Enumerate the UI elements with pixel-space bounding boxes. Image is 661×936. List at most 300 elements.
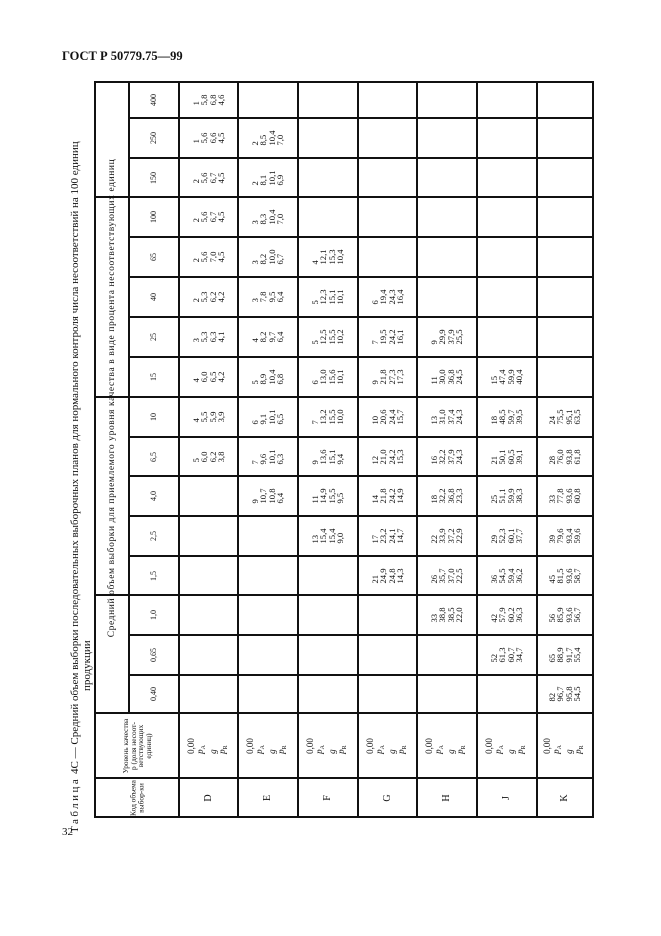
data-cell [238,437,299,477]
cell-value: 5 [190,457,201,462]
data-cell [298,675,359,714]
level-label-sub: R [222,744,229,749]
cell-value: 8,5 [258,134,269,146]
cell-value: 65 [547,653,558,663]
data-cell [238,317,299,358]
cell-text [192,252,226,263]
cell-value: 10,8 [267,488,277,504]
cell-value: 6,8 [275,373,286,385]
cell-value: 39,5 [514,409,525,425]
row-code: F [321,794,333,801]
cell-text [430,369,464,384]
level-label-main: 0,00 [245,737,255,754]
cell-value: 93,6 [564,567,574,584]
cell-text [122,716,152,776]
data-cell [537,595,594,636]
cell-value: 45 [547,574,558,584]
level-label-main: g [564,748,574,754]
cell-value: 29 [489,534,500,544]
cell-value: 24,9 [378,567,389,584]
cell-value: 35,7 [437,567,448,584]
cell-value: 10,2 [335,329,346,345]
data-cell [238,277,299,318]
cell-value: 15,5 [327,329,337,345]
cell-value: 37,2 [446,528,456,544]
aql-header [129,516,180,557]
data-cell [298,118,359,159]
cell-text [251,292,285,303]
row-code-cell [537,778,594,818]
cell-value: 13 [429,415,440,425]
cell-text [192,372,226,383]
cell-value: 21,8 [378,488,389,504]
cell-value: 7 [250,459,261,465]
cell-text [150,413,158,421]
aql-label: 4,0 [148,491,158,501]
cell-text [548,449,582,464]
cell-value: 9,1 [258,413,269,425]
aql-label: 1,0 [148,610,158,620]
data-cell [417,277,478,318]
cell-value: 7 [310,420,321,425]
caption-table-word: Таблица [69,776,81,833]
row-code: H [440,793,452,802]
cell-value: 10,4 [335,249,346,265]
cell-value: 7,0 [275,213,286,225]
cell-value: 21 [369,574,380,584]
row-code: G [381,793,393,802]
data-cell [417,237,478,278]
cell-value: 59,4 [506,567,516,584]
cell-value: 33 [429,613,440,623]
cell-text [150,172,158,184]
cell-value: 93,4 [564,528,574,544]
cell-value: 47,4 [497,369,508,385]
cell-text [490,647,524,662]
data-cell [477,516,538,557]
cell-text [150,648,158,662]
cell-text [261,794,273,801]
cell-value: 37,4 [446,409,456,425]
table-rule [94,81,594,83]
cell-value: 93,8 [564,448,574,465]
cell-value: 23,3 [454,488,465,504]
cell-value: 24,3 [386,289,397,305]
cell-value: 9 [250,499,261,504]
aql-header [129,82,180,119]
cell-text [490,409,524,424]
data-cell [537,237,594,278]
table-rule [357,81,359,818]
cell-value: 9 [429,340,440,345]
data-cell [417,158,478,198]
cell-text [371,568,405,583]
cell-value: 14,3 [394,567,405,584]
data-cell [238,476,299,517]
level-label [397,738,410,754]
cell-value: 15,4 [318,528,329,544]
cell-value: 5,3 [199,331,210,343]
data-cell [477,397,538,438]
cell-value: 3,9 [215,411,226,423]
cell-text [543,738,587,754]
level-label [196,738,209,754]
data-cell [238,516,299,557]
cell-value: 30,0 [437,369,448,385]
data-cell [179,595,239,636]
cell-value: 21,0 [378,448,389,465]
cell-value: 24,2 [386,448,397,465]
cell-value: 5 [250,380,261,385]
row-code: D [202,793,214,802]
level-label-main: 0,00 [364,737,375,754]
cell-text [383,794,391,801]
data-cell [179,82,239,119]
data-cell [298,437,359,477]
cell-value: 51,1 [497,488,508,504]
cell-value: 88,9 [555,647,566,663]
aql-header [129,437,180,477]
level-label-main: g [506,748,516,754]
cell-value: 38,8 [437,607,448,623]
aql-label: 0,65 [148,648,158,662]
cell-value: 57,9 [497,607,508,623]
cell-value: 5,6 [199,211,210,223]
cell-value: 6,4 [275,331,286,343]
cell-value: 56,7 [572,607,583,623]
aql-header [129,197,180,238]
level-label [375,738,388,754]
cell-value: 5,9 [207,411,218,423]
cell-value: 95,8 [564,686,574,702]
level-label-sub: R [282,744,288,749]
cell-value: 15,3 [327,249,337,265]
data-cell [179,277,239,318]
data-cell [477,635,538,676]
cell-value: 10,1 [267,448,277,465]
cell-text [192,212,226,223]
cell-value: 15,6 [327,369,337,385]
aql-header [129,317,180,358]
aql-header [129,277,180,318]
cell-text [371,369,405,384]
level-label-main: p [433,748,443,754]
aql-label: 100 [148,211,158,223]
cell-value: 14,7 [394,528,405,544]
cell-value: 61,8 [572,448,583,465]
cell-value: 75,5 [555,409,566,425]
cell-value: 9,4 [335,453,346,465]
cell-value: 3,8 [215,451,226,462]
cell-value: 24 [547,415,558,425]
cell-text [251,130,285,145]
cell-value: 4,2 [215,371,226,383]
cell-value: 52,3 [497,528,508,544]
cell-text [251,488,285,503]
cell-value: 7,0 [207,251,218,263]
data-cell [537,516,594,557]
row-code: K [558,793,570,802]
cell-text [548,607,582,622]
cell-text [150,452,158,462]
cell-text [490,449,524,464]
data-cell [238,635,299,676]
data-cell [179,158,239,198]
cell-text [490,369,524,384]
cell-value: 22,9 [454,528,465,544]
cell-text [548,528,582,543]
level-label-main: p [254,748,264,754]
cell-text [311,289,345,304]
cell-value: 96,7 [555,686,566,702]
level-labels-cell [417,713,478,779]
cell-value: 22,5 [454,567,465,584]
data-cell [417,397,478,438]
data-cell [179,476,239,517]
cell-text [430,409,464,424]
data-cell [358,675,418,714]
cell-value: 81,5 [555,567,566,584]
data-cell [358,437,418,477]
row-code: E [261,794,273,801]
table-rule [476,81,478,818]
data-cell [417,556,478,596]
level-label-main: 0,00 [424,737,434,754]
cell-value: 60,7 [506,647,516,663]
aql-label: 6,5 [148,451,158,462]
data-cell [417,635,478,676]
cell-text [251,249,285,264]
level-label-main: p [551,748,561,754]
cell-value: 38,3 [514,488,525,504]
cell-value: 33,9 [437,528,448,544]
cell-value: 4,1 [215,331,226,343]
level-label-sub: A [439,744,445,749]
level-label [516,738,529,754]
cell-value: 10 [369,415,380,425]
data-cell [537,158,594,198]
cell-value: 59,9 [506,369,516,385]
cell-text [311,528,345,543]
data-cell [537,437,594,477]
data-cell [298,635,359,676]
level-label-sub: R [342,744,348,749]
level-label-main: 0,00 [542,737,552,754]
cell-value: 56 [547,613,558,623]
cell-value: 16 [429,455,440,465]
cell-text [371,409,405,424]
row-code-cell [238,778,299,818]
cell-value: 5 [310,300,321,305]
cell-value: 3 [250,260,261,265]
cell-text [485,738,529,754]
aql-label: 250 [148,132,158,144]
cell-value: 15,5 [327,409,337,425]
data-cell [298,397,359,438]
cell-text [129,780,144,816]
table-rule [94,396,594,398]
data-cell [238,397,299,438]
cell-text [192,172,226,183]
cell-value: 15,7 [394,409,405,425]
level-label-sub: A [557,744,563,749]
data-cell [537,277,594,318]
cell-value: 24,2 [386,329,397,345]
aql-label: 0,40 [148,687,158,701]
cell-value: 5,6 [199,132,210,144]
aql-header [129,595,180,636]
cell-value: 10,7 [258,488,269,504]
cell-value: 32,2 [437,448,448,465]
cell-value: 36 [489,574,500,584]
cell-text [246,738,290,754]
cell-text [311,409,345,424]
cell-value: 4,2 [215,291,226,303]
cell-text [548,409,582,424]
level-label-main: g [327,748,337,754]
data-cell [238,118,299,159]
cell-value: 6,4 [275,492,286,504]
table-rule [94,777,594,779]
cell-text [150,610,158,620]
cell-value: 10,1 [267,409,277,425]
data-cell [537,476,594,517]
data-cell [477,118,538,159]
cell-value: 28 [547,455,558,465]
data-cell [238,82,299,119]
cell-text [371,488,405,503]
cell-value: 8,1 [258,174,269,186]
cell-value: 60,5 [506,448,516,465]
cell-value: 95,1 [564,409,574,425]
data-cell [537,317,594,358]
data-cell [179,675,239,714]
data-cell [477,197,538,238]
level-label-main: p [493,748,503,754]
data-cell [179,357,239,398]
aql-label: 15 [148,373,158,381]
data-cell [477,357,538,398]
cell-value: 23,2 [378,528,389,544]
aql-label: 65 [148,253,158,261]
cell-text [150,211,158,223]
level-label-main: 0,00 [484,737,494,754]
cell-value: 9,5 [267,291,277,303]
cell-value: 9,5 [335,492,346,504]
cell-value: 20,6 [378,409,389,425]
cell-value: 40,4 [514,369,525,385]
cell-value: 3 [250,298,261,303]
cell-value: 2 [250,180,261,186]
data-cell [537,635,594,676]
aql-header [129,556,180,596]
cell-value: 12,3 [318,289,329,305]
cell-text [251,332,285,343]
cell-text [251,449,285,464]
cell-value: 13 [310,534,321,544]
cell-value: 60,1 [506,528,516,544]
level-label-main: p [373,748,384,754]
aql-header [129,476,180,517]
cell-value: 24,4 [386,409,397,425]
cell-text [425,738,469,754]
cell-value: 77,8 [555,488,566,504]
data-cell [238,197,299,238]
cell-value: 10,4 [267,209,277,225]
aql-header [129,675,180,714]
cell-value: 6,3 [207,331,218,343]
cell-value: 29,9 [437,329,448,345]
data-cell [358,82,418,119]
cell-value: 12,1 [318,249,329,265]
cell-text [548,488,582,503]
cell-text [548,568,582,583]
level-label-main: g [207,748,218,754]
cell-text [251,369,285,384]
data-cell [417,118,478,159]
data-cell [417,675,478,714]
cell-value: 16,4 [394,289,405,305]
level-labels-cell [358,713,418,779]
cell-value: 13,0 [318,369,329,385]
cell-value: 11 [310,495,321,504]
data-cell [537,357,594,398]
cell-text [251,409,285,424]
cell-value: 12,5 [318,329,329,345]
data-cell [358,237,418,278]
data-cell [358,158,418,198]
cell-text [548,647,582,662]
data-cell [358,317,418,358]
data-cell [537,397,594,438]
cell-value: 6,7 [207,172,218,183]
cell-value: 2 [190,178,201,183]
cell-value: 14 [369,494,380,504]
cell-text [187,738,231,754]
level-label-main: p [515,748,525,754]
row-code: J [500,795,512,800]
data-cell [358,476,418,517]
cell-text [440,793,452,802]
cell-value: 11 [429,376,440,385]
cell-value: 59,9 [506,488,516,504]
cell-text [490,568,524,583]
cell-value: 55,4 [572,647,583,663]
data-cell [537,197,594,238]
level-label-sub: A [379,744,386,749]
cell-value: 4 [190,418,201,423]
cell-text [430,488,464,503]
data-cell [417,357,478,398]
data-cell [179,437,239,477]
data-cell [477,595,538,636]
cell-value: 24,8 [386,567,397,584]
data-cell [238,237,299,278]
data-cell [477,237,538,278]
level-label-sub: R [579,744,585,749]
data-cell [238,675,299,714]
level-label-main: g [267,748,277,754]
cell-value: 54,5 [497,567,508,584]
data-cell [417,197,478,238]
level-label-sub: R [521,744,527,749]
data-cell [298,277,359,318]
data-cell [179,317,239,358]
cell-value: 15,4 [327,528,337,544]
level-label-sub: A [260,744,266,749]
level-labels-cell [298,713,359,779]
cell-value: 93,6 [564,607,574,623]
